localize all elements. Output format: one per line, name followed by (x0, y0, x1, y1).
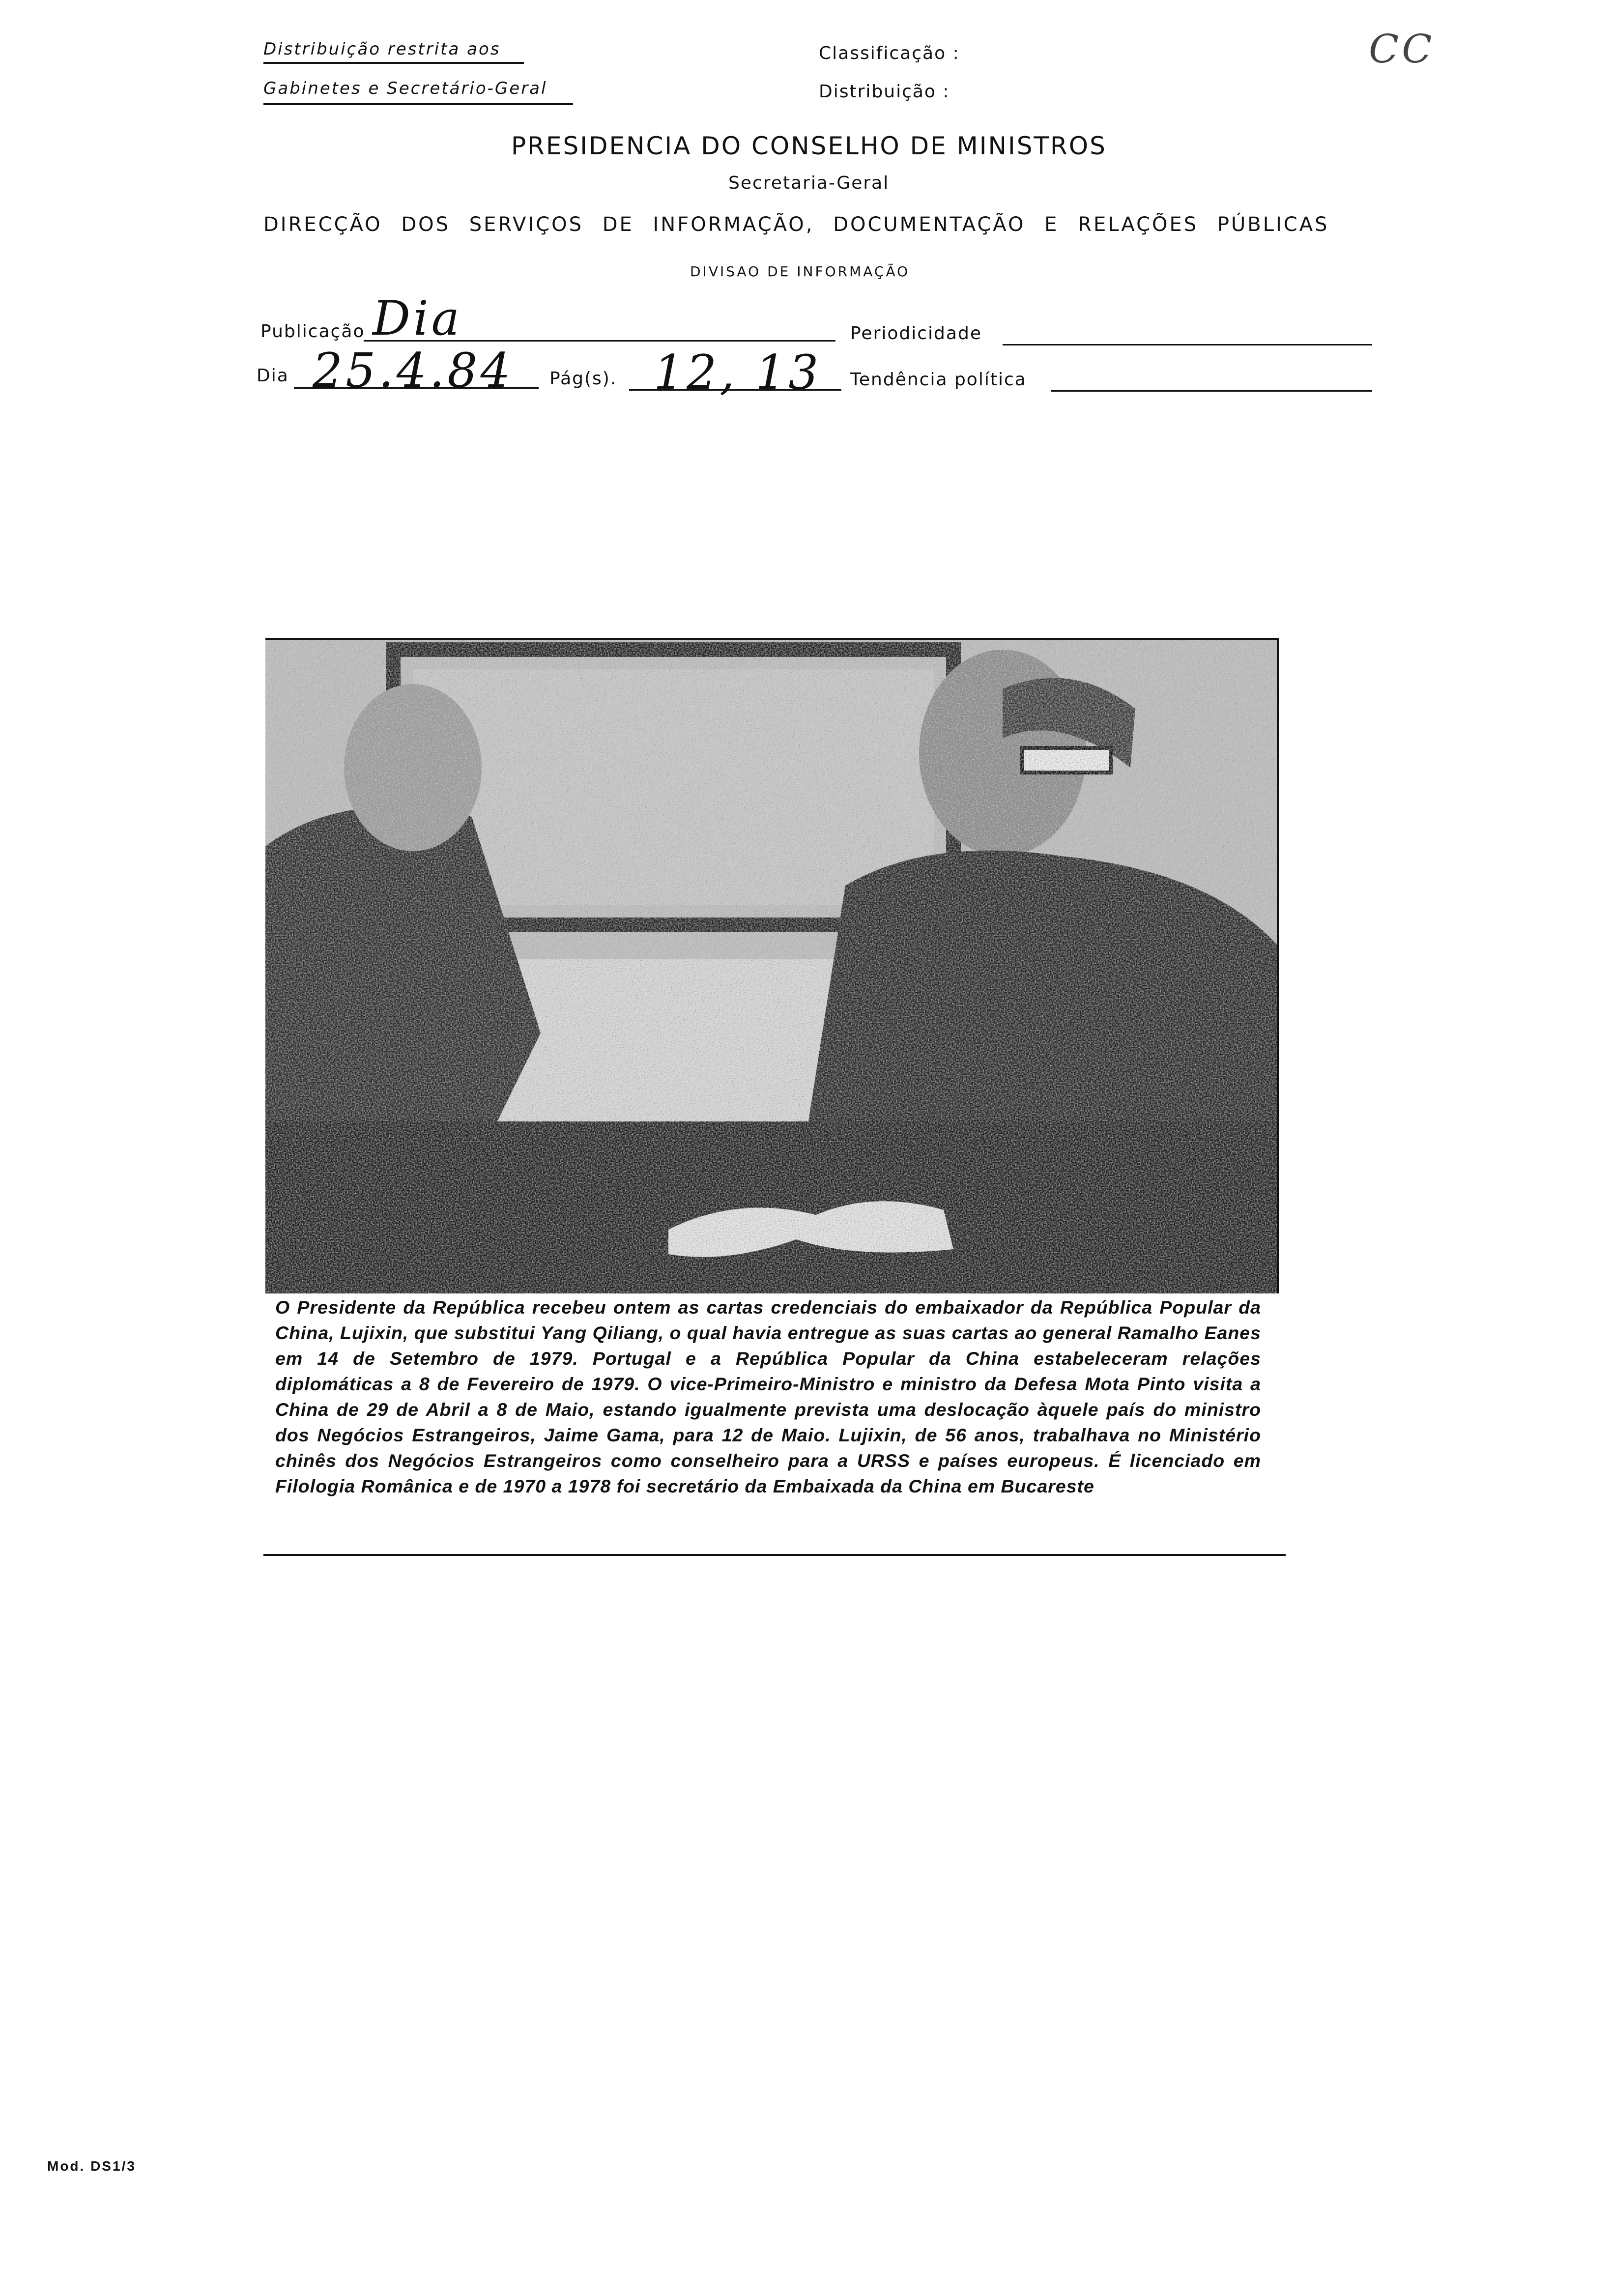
distribution-line-2: Gabinetes e Secretário-Geral (263, 79, 547, 98)
clipping-photo (265, 638, 1279, 1293)
divisao-informacao: DIVISAO DE INFORMAÇÃO (690, 263, 910, 280)
distribution-underline-2 (263, 103, 573, 105)
page-title: PRESIDENCIA DO CONSELHO DE MINISTROS (511, 132, 1107, 160)
tendencia-line (1051, 390, 1372, 392)
secretaria-geral: Secretaria-Geral (728, 173, 890, 193)
direccao-servicos: DIRECÇÃO DOS SERVIÇOS DE INFORMAÇÃO, DOCUMENTAÇÃO E RELAÇÕES PÚBLICAS (263, 213, 1329, 236)
corner-handwritten-mark: CC (1369, 26, 1435, 72)
pags-line (629, 389, 841, 391)
pags-label: Pág(s). (549, 369, 617, 389)
periodicidade-line (1003, 344, 1372, 345)
pags-value: 12, 13 (654, 345, 822, 400)
publicacao-value: Dia (373, 291, 462, 346)
clipping-bottom-rule (263, 1554, 1286, 1556)
publicacao-line (364, 340, 835, 342)
photo-illustration (265, 640, 1277, 1293)
classificacao-label: Classificação : (819, 43, 960, 63)
clipping-caption: O Presidente da República recebeu ontem as cartas credenciais do embaixador da República Popular da China, Lujixin, que substitui Yang Qiliang, o qual havia entregue as suas cartas ao general Ramalho Eanes em 14 de Setembro de 1979. Portugal e a República Popular da China estabeleceram relações diplomáticas a 8 de Fevereiro de 1979. O vice-Primeiro-Ministro e ministro da Defesa Mota Pinto visita a China de 29 de Abril a 8 de Maio, estando igualmente prevista uma deslocação àquele país do ministro dos Negócios Estrangeiros, Jaime Gama, para 12 de Maio. Lujixin, de 56 anos, trabalhava no Ministério chinês dos Negócios Estrangeiros como conselheiro para a URSS e países europeus. É licenciado em Filologia Românica e de 1970 a 1978 foi secretário da Embaixada da China em Bucareste (275, 1297, 1261, 1496)
tendencia-label: Tendência política (850, 370, 1027, 390)
periodicidade-label: Periodicidade (850, 323, 982, 344)
dia-line (294, 387, 539, 389)
dia-label: Dia (257, 366, 289, 386)
dia-value: 25.4.84 (313, 343, 514, 398)
form-code: Mod. DS1/3 (47, 2158, 136, 2174)
publicacao-label: Publicação (260, 321, 365, 342)
distribution-line-1: Distribuição restrita aos (263, 39, 501, 59)
distribution-underline-1 (263, 62, 524, 64)
distribuicao-label: Distribuição : (819, 82, 950, 102)
